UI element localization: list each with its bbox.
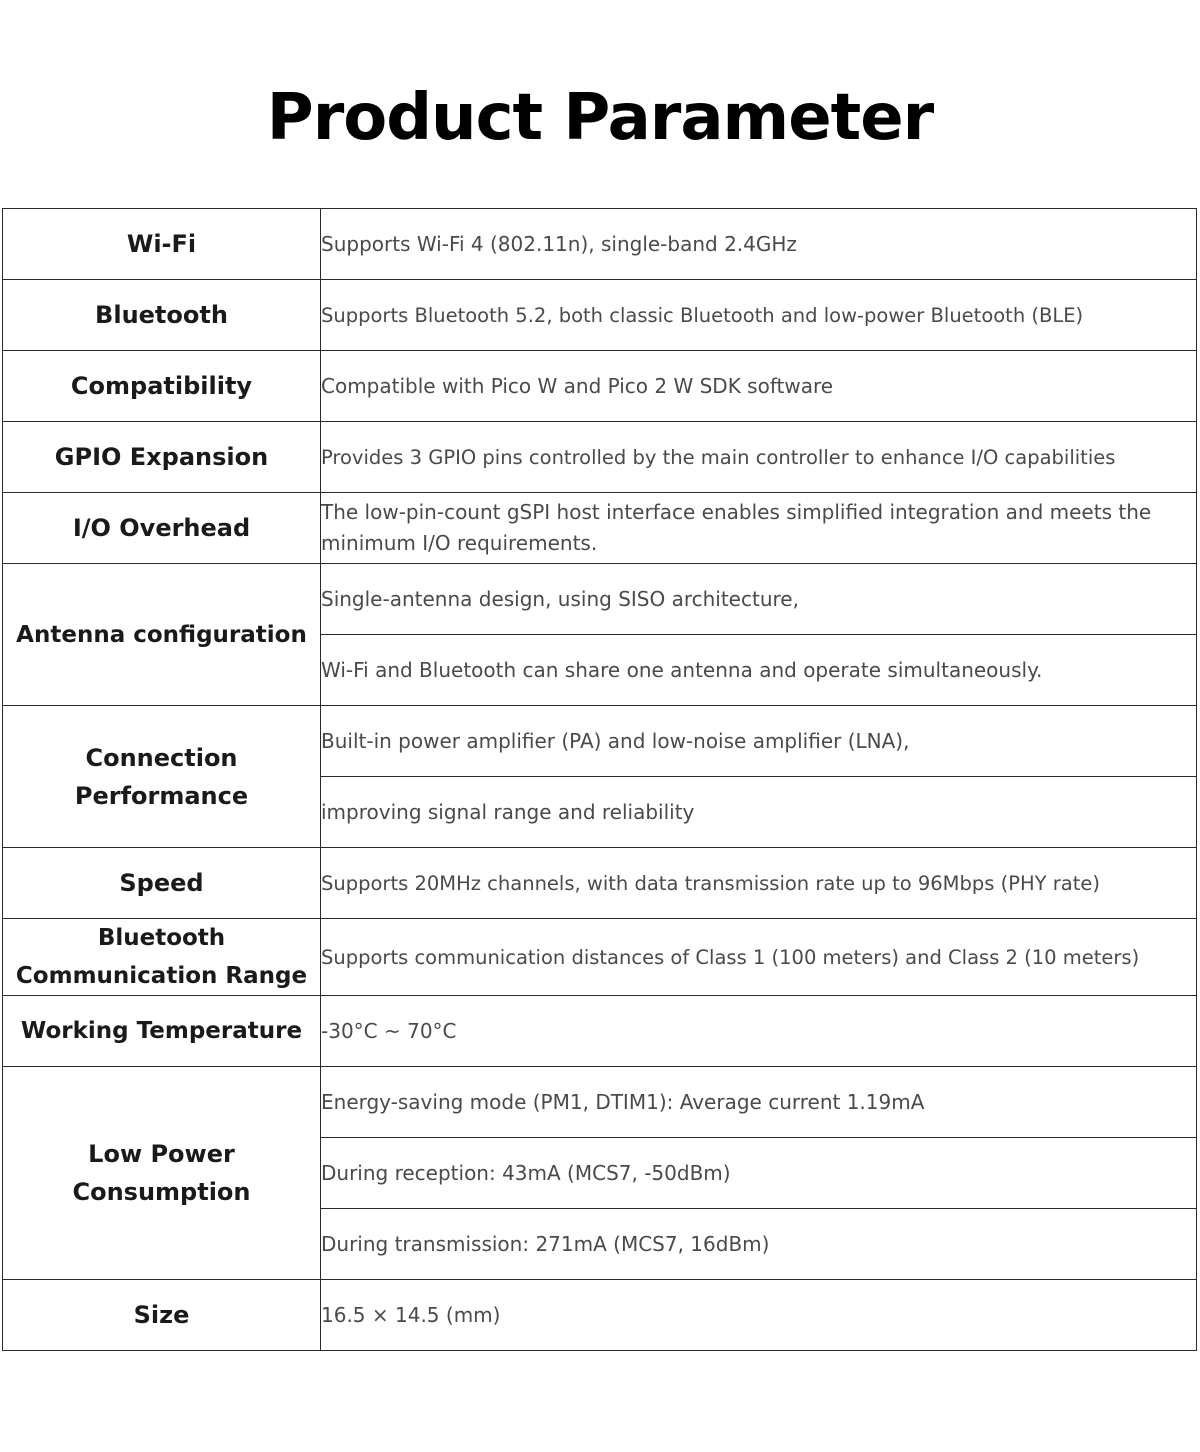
- row-value-wifi: Supports Wi-Fi 4 (802.11n), single-band 2.4GHz: [321, 209, 1197, 280]
- row-value-low-power-consumption-3: During transmission: 271mA (MCS7, 16dBm): [321, 1209, 1197, 1280]
- table-row-low-power-consumption-1: [3, 1067, 1197, 1138]
- page-title: Product Parameter: [266, 81, 934, 155]
- row-value-bluetooth: Supports Bluetooth 5.2, both classic Bluetooth and low-power Bluetooth (BLE): [321, 280, 1197, 351]
- table-row-antenna-configuration-1: [3, 564, 1197, 635]
- row-label-working-temperature: Working Temperature: [3, 996, 321, 1067]
- row-label-low-power-consumption: Low Power Consumption: [3, 1067, 321, 1280]
- row-value-antenna-configuration-2: Wi-Fi and Bluetooth can share one antenna and operate simultaneously.: [321, 635, 1197, 706]
- row-value-connection-performance-2: improving signal range and reliability: [321, 777, 1197, 848]
- row-value-io-overhead: The low-pin-count gSPI host interface enables simplified integration and meets the minimum I/O requirements.: [321, 493, 1197, 564]
- table-row-speed: [3, 848, 1197, 919]
- table-row-gpio-expansion: [3, 422, 1197, 493]
- table-row-bluetooth-range: [3, 919, 1197, 996]
- row-label-connection-performance: Connection Performance: [3, 706, 321, 848]
- table-row-size: [3, 1280, 1197, 1351]
- row-value-size: 16.5 × 14.5 (mm): [321, 1280, 1197, 1351]
- row-value-speed: Supports 20MHz channels, with data transmission rate up to 96Mbps (PHY rate): [321, 848, 1197, 919]
- table-row-compatibility: [3, 351, 1197, 422]
- row-value-connection-performance-1: Built-in power amplifier (PA) and low-noise amplifier (LNA),: [321, 706, 1197, 777]
- row-value-low-power-consumption-2: During reception: 43mA (MCS7, -50dBm): [321, 1138, 1197, 1209]
- table-row-connection-performance-1: [3, 706, 1197, 777]
- row-label-size: Size: [3, 1280, 321, 1351]
- table-row-working-temperature: [3, 996, 1197, 1067]
- row-value-low-power-consumption-1: Energy-saving mode (PM1, DTIM1): Average current 1.19mA: [321, 1067, 1197, 1138]
- row-label-wifi: Wi-Fi: [3, 209, 321, 280]
- row-value-antenna-configuration-1: Single-antenna design, using SISO architecture,: [321, 564, 1197, 635]
- row-label-compatibility: Compatibility: [3, 351, 321, 422]
- row-value-working-temperature: -30°C ~ 70°C: [321, 996, 1197, 1067]
- row-label-bluetooth: Bluetooth: [3, 280, 321, 351]
- row-label-bluetooth-range: Bluetooth Communication Range: [3, 919, 321, 996]
- row-label-gpio-expansion: GPIO Expansion: [3, 422, 321, 493]
- parameter-table: [2, 208, 1197, 1351]
- row-label-speed: Speed: [3, 848, 321, 919]
- row-value-compatibility: Compatible with Pico W and Pico 2 W SDK software: [321, 351, 1197, 422]
- table-row-io-overhead: [3, 493, 1197, 564]
- row-label-io-overhead: I/O Overhead: [3, 493, 321, 564]
- table-row-bluetooth: [3, 280, 1197, 351]
- row-label-antenna-configuration: Antenna configuration: [3, 564, 321, 706]
- table-row-wifi: [3, 209, 1197, 280]
- row-value-bluetooth-range: Supports communication distances of Class 1 (100 meters) and Class 2 (10 meters): [321, 919, 1197, 996]
- row-value-gpio-expansion: Provides 3 GPIO pins controlled by the main controller to enhance I/O capabilities: [321, 422, 1197, 493]
